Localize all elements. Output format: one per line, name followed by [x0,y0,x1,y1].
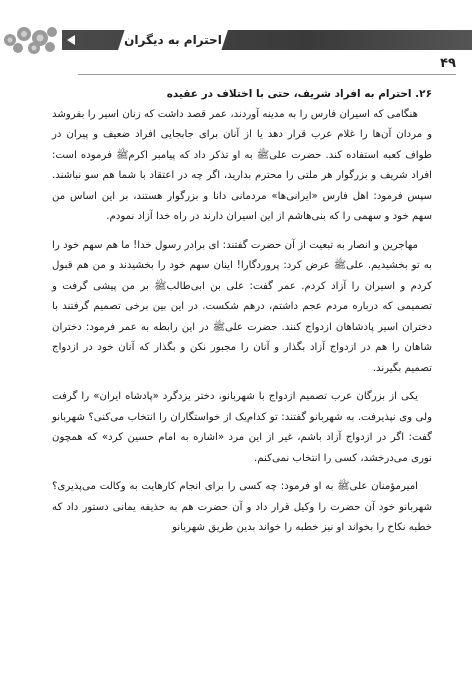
page-body [52,84,432,539]
paragraph: یکی از بزرگان عرب تصمیم ازدواج با شهربانو، دختر یزدگرد «پادشاه ایران» را گرفت ولی وی نپذیرفت. به شهربانو گفتند: تو کدام‌یک از خواستگاران را انتخاب می‌کنی؟ شهربانو گفت: اگر در ازدواج آزاد باشم، غیر از این مرد «اشاره به امام حسین کرد» که همچون نوری می‌درخشد، کسی را انتخاب نمی‌کنم. [52,391,432,464]
page-header [0,0,472,56]
chevron-left-icon [67,35,75,45]
header-divider [78,74,456,75]
floral-ornament-icon [0,20,60,54]
section-heading: ۲۶. احترام به افراد شریف، حتی با اختلاف در عقیده [166,88,432,100]
paragraph: امیرمؤمنان علیﷺ به او فرمود: چه کسی را برای انجام کارهایت به وکالت می‌پذیری؟ شهربانو خود آن حضرت را وکیل قرار داد و آن حضرت هم به حذیفه یمانی دستور داد که خطبه نکاح را بخواند او نیز خطبه را خواند بدین طریق شهربانو [52,481,432,533]
paragraph: هنگامی که اسیران فارس را به مدینه آوردند، عمر قصد داشت که زنان اسیر را بفروشد و مردان آن‌ها را غلام عرب قرار دهد یا از آنان برای جابجایی افراد ضعیف و پیران در طواف کعبه استفاده کند. حضرت علیﷺ به او تذکر داد که پیامبر اکرمﷺ فرموده است: افراد شریف و بزرگوار هر ملتی را محترم بدارید، اگر چه در اعتقاد با شما هم سو نباشند. سپس فرمود: اهل فارس «ایرانی‌ها» مردمانی دانا و بزرگوار هستند، بر این اساس من سهم خود و سهمی را که بنی‌هاشم از این اسیران دارند در راه خدا آزاد نمودم. [52,108,432,222]
paragraph: مهاجرین و انصار به تبعیت از آن حضرت گفتند: ای برادر رسول خدا! ما هم سهم خود را به تو بخشیدیم. علیﷺ عرض کرد: پروردگارا! اینان سهم خود را بخشیدند و من هم قبول کردم و اسیران را آزاد کردم. عمر گفت: علی بن ابی‌طالبﷺ بر من پیشی گرفت و تصمیمی که درباره مردم عجم داشتم، درهم شکست. در این بین برخی تصمیم گرفتند با دختران اسیر پادشاهان ازدواج کنند. حضرت علیﷺ در این رابطه به عمر فرمود: دختران شاهان را هم در ازدواج آزاد بگذار و آنان را مجبور نکن و بگذار که آنان خود در ازدواج تصمیم بگیرند. [52,239,432,374]
page-number: ۴۹ [440,56,456,71]
running-title: احترام به دیگران [124,33,222,47]
